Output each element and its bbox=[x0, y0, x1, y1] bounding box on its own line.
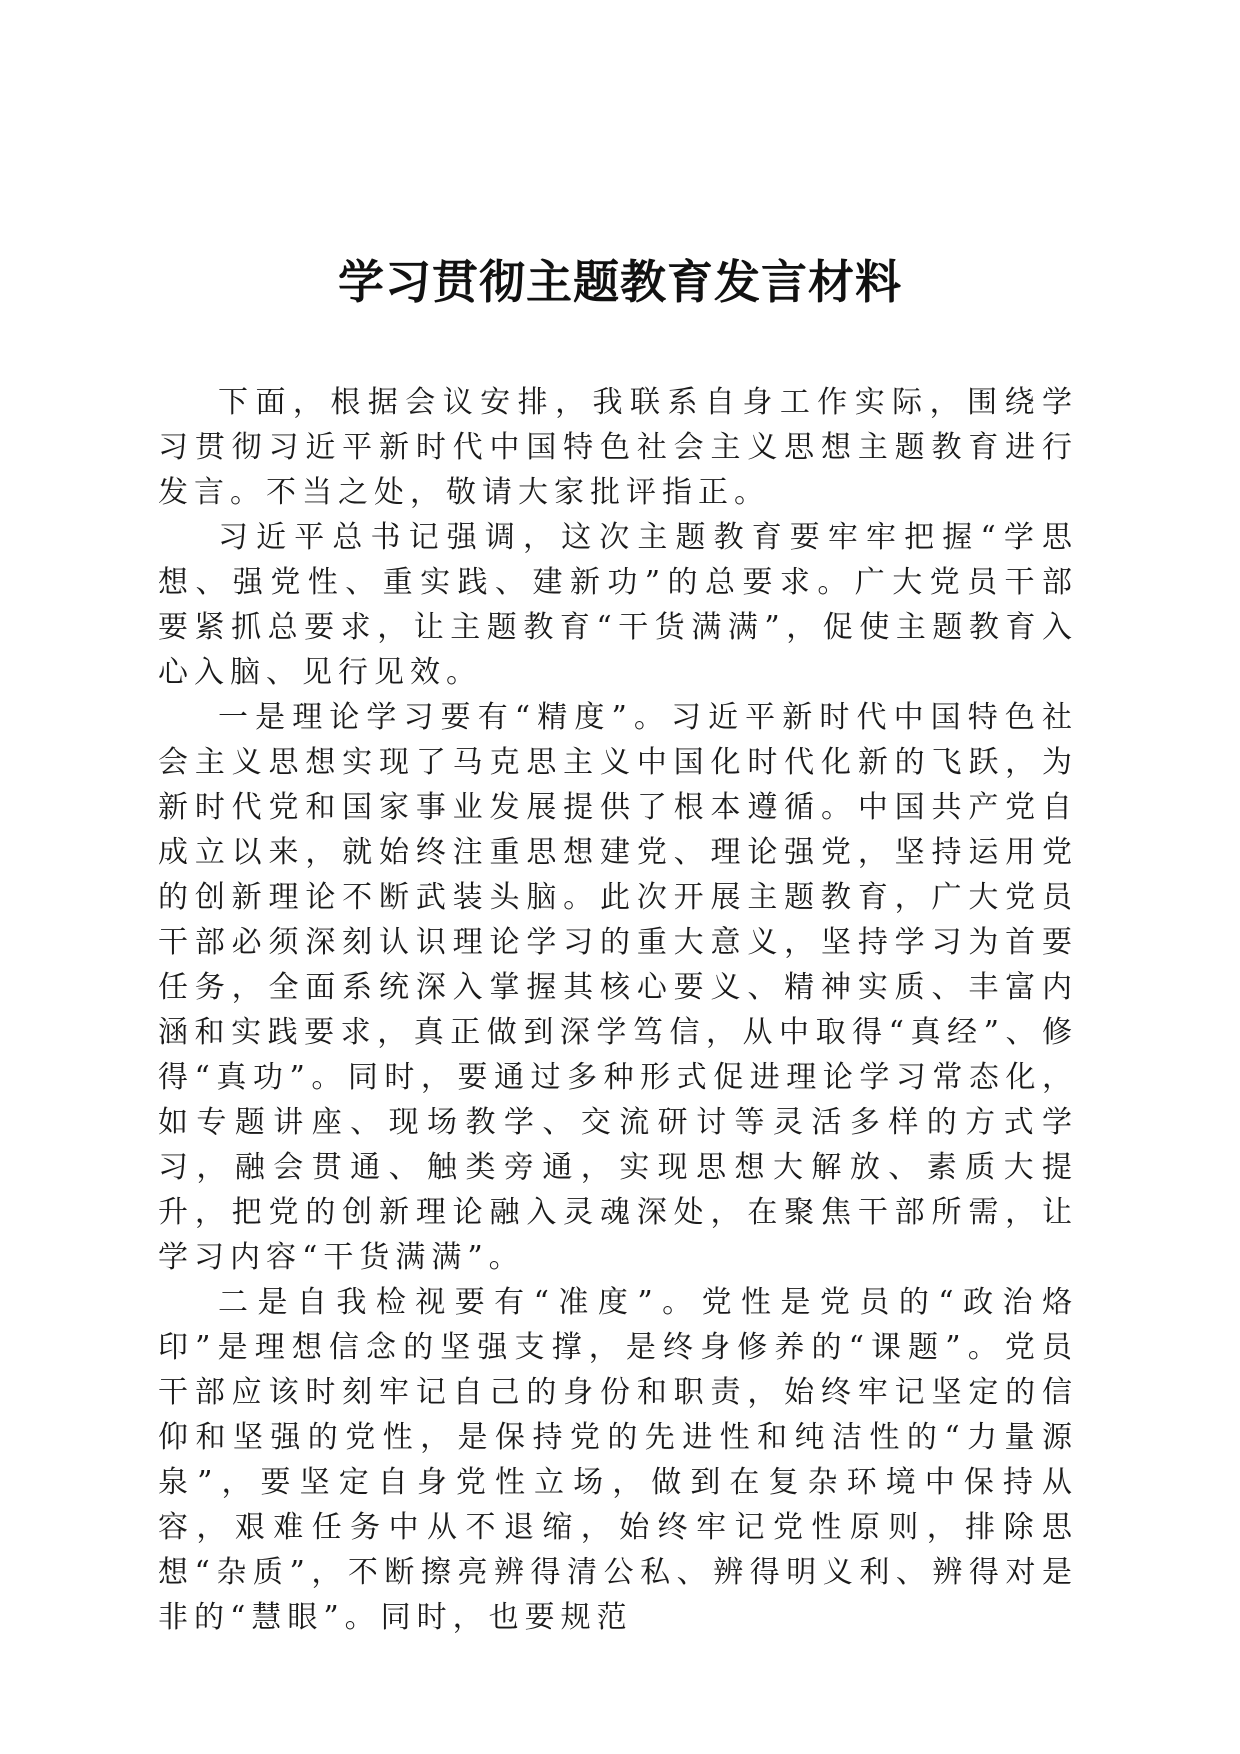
paragraph-self-examination: 二是自我检视要有“准度”。党性是党员的“政治烙印”是理想信念的坚强支撑，是终身修养的“课题”。党员干部应该时刻牢记自己的身份和职责，始终牢记坚定的信仰和坚强的党性，是保持党的先进性和纯洁性的“力量源泉”，要坚定自身党性立场，做到在复杂环境中保持从容，艰难任务中从不退缩，始终牢记党性原则，排除思想“杂质”，不断擦亮辨得清公私、辨得明义利、辨得对是非的“慧眼”。同时，也要规范 bbox=[158, 1285, 1078, 1635]
paragraph-intro: 下面，根据会议安排，我联系自身工作实际，围绕学习贯彻习近平新时代中国特色社会主义思想主题教育进行发言。不当之处，敬请大家批评指正。 bbox=[158, 385, 1078, 510]
paragraph-theory-study: 一是理论学习要有“精度”。习近平新时代中国特色社会主义思想实现了马克思主义中国化时代化新的飞跃，为新时代党和国家事业发展提供了根本遵循。中国共产党自成立以来，就始终注重思想建党、理论强党，坚持运用党的创新理论不断武装头脑。此次开展主题教育，广大党员干部必须深刻认识理论学习的重大意义，坚持学习为首要任务，全面系统深入掌握其核心要义、精神实质、丰富内涵和实践要求，真正做到深学笃信，从中取得“真经”、修得“真功”。同时，要通过多种形式促进理论学习常态化，如专题讲座、现场教学、交流研讨等灵活多样的方式学习，融会贯通、触类旁通，实现思想大解放、素质大提升，把党的创新理论融入灵魂深处，在聚焦干部所需，让学习内容“干货满满”。 bbox=[158, 700, 1078, 1275]
document-title: 学习贯彻主题教育发言材料 bbox=[338, 255, 902, 309]
paragraph-requirements: 习近平总书记强调，这次主题教育要牢牢把握“学思想、强党性、重实践、建新功”的总要求。广大党员干部要紧抓总要求，让主题教育“干货满满”，促使主题教育入心入脑、见行见效。 bbox=[158, 520, 1078, 690]
document-body bbox=[158, 380, 1078, 1640]
